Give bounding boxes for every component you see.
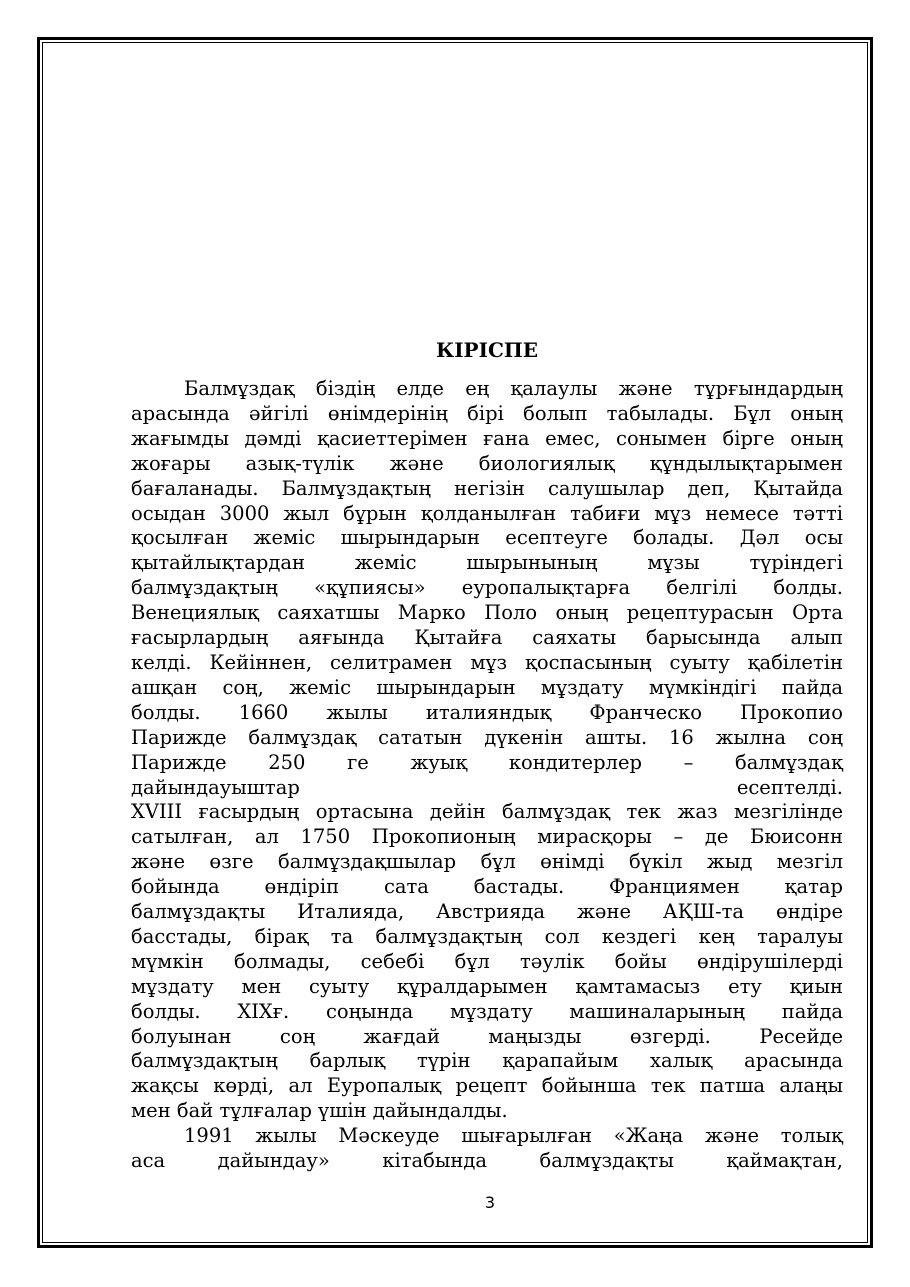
text-line: мүмкін болмады, себебі бұл тәулік бойы өндірушілерді xyxy=(131,949,843,973)
text-line: сатылған, ал 1750 Прокопионың мирасқоры – де Бюисонн xyxy=(131,825,843,849)
text-line: мұздату мен суыту құралдарымен қамтамасыз ету қиын xyxy=(131,974,843,998)
text-line: ғасырлардың аяғында Қытайға саяхаты барысында алып xyxy=(131,626,843,650)
text-line: басстады, бірақ та балмұздақтың сол кездегі кең таралуы xyxy=(131,924,843,948)
text-line: Балмұздақ біздің елде ең қалаулы және тұрғындардың xyxy=(184,377,843,400)
text-line: қосылған жеміс шырындарын есептеуге болады. Дәл осы xyxy=(131,526,843,550)
text-line: болуынан соң жағдай маңызды өзгерді. Ресейде xyxy=(131,1024,843,1048)
text-line: осыдан 3000 жыл бұрын қолданылған табиғи мұз немесе тәтті xyxy=(131,501,843,525)
text-line: мен бай тұлғалар үшін дайындалды. xyxy=(131,1099,508,1123)
text-line: арасында әйгілі өнімдерінің бірі болып табылады. Бұл оның xyxy=(131,401,843,425)
text-line: Парижде 250 ге жуық кондитерлер – балмұздақ xyxy=(131,750,843,774)
text-line: балмұздақтың барлық түрін қарапайым халық арасында xyxy=(131,1049,843,1073)
text-line: дайындауыштар есептелді. xyxy=(131,775,843,799)
text-line: Венециялық саяхатшы Марко Поло оның рецептурасын Орта xyxy=(131,601,843,625)
text-line: 1991 жылы Мәскеуде шығарылған «Жаңа және толық xyxy=(184,1124,843,1148)
text-line: жоғары азық-түлік және биологиялық құндылықтарымен xyxy=(131,451,843,475)
text-line: бойында өндіріп сата бастады. Франциямен қатар xyxy=(131,875,843,899)
text-line: Парижде балмұздақ сататын дүкенін ашты. 16 жылна соң xyxy=(131,725,843,749)
text-line: бағаланады. Балмұздақтың негізін салушылар деп, Қытайда xyxy=(131,476,843,500)
text-line: қытайлықтардан жеміс шырынының мұзы түріндегі xyxy=(131,551,843,575)
text-line: келді. Кейіннен, селитрамен мұз қоспасының суыту қабілетін xyxy=(131,650,843,674)
text-line: болды. XIXғ. соңында мұздату машиналарының пайда xyxy=(131,999,843,1023)
paragraph-2 xyxy=(131,1124,843,1174)
text-line: болды. 1660 жылы италияндық Франческо Прокопио xyxy=(131,700,843,724)
text-line: балмұздақты Италияда, Австрияда және АҚШ-та өндіре xyxy=(131,900,843,924)
text-line: жағымды дәмді қасиеттерімен ғана емес, сонымен бірге оның xyxy=(131,426,843,450)
text-line: және өзге балмұздақшылар бұл өнімді бүкіл жыд мезгіл xyxy=(131,850,843,874)
page-number: 3 xyxy=(484,1193,496,1212)
document-body xyxy=(131,337,843,1174)
text-line: балмұздақтың «құпиясы» еуропалықтарға белгілі болды. xyxy=(131,576,843,600)
text-line: XVIII ғасырдың ортасына дейін балмұздақ тек жаз мезгілінде xyxy=(131,800,843,824)
text-line: жақсы көрді, ал Еуропалық рецепт бойынша тек патша алаңы xyxy=(131,1074,843,1098)
text-line: ашқан соң, жеміс шырындарын мұздату мүмкіндігі пайда xyxy=(131,675,843,699)
text-line: аса дайындау» кітабында балмұздақты қаймақтан, xyxy=(131,1149,843,1173)
section-title: КІРІСПЕ xyxy=(436,338,538,362)
paragraph-1 xyxy=(131,377,843,1124)
